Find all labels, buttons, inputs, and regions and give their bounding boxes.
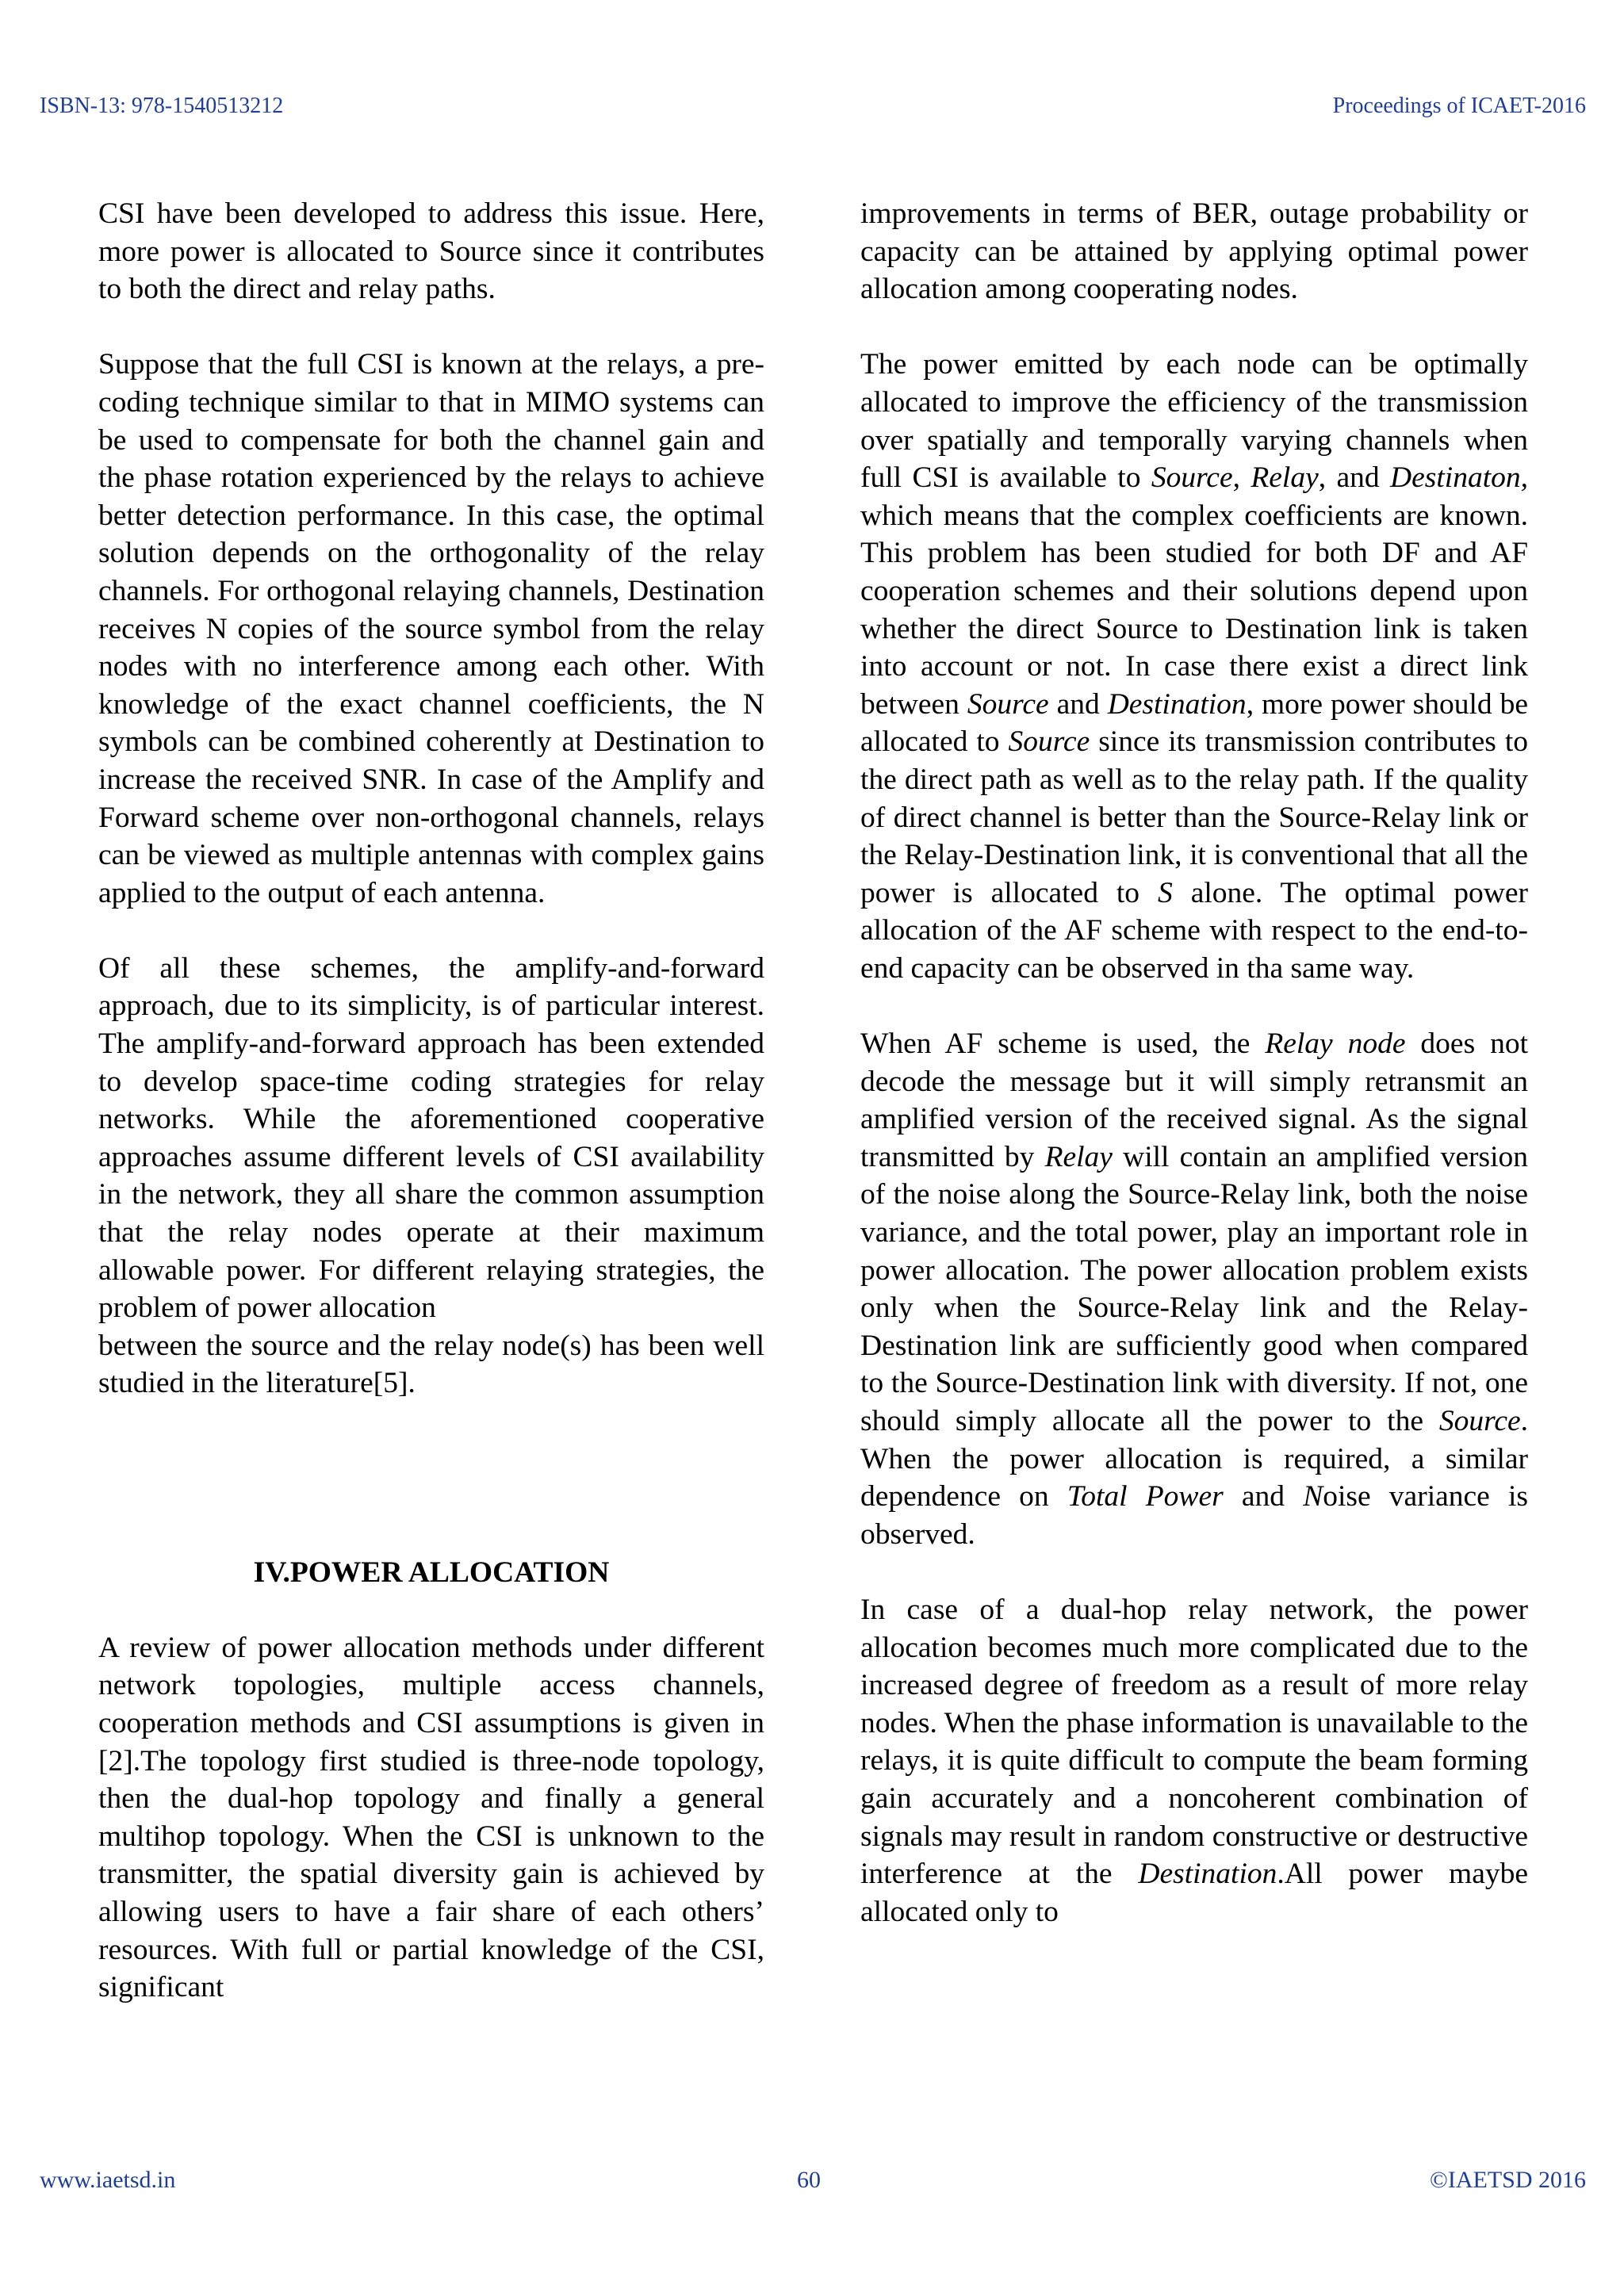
text-run: oise variance is observed. xyxy=(860,1480,1528,1551)
text-run: which means that the complex coefficients are known. This problem has been studied for both DF and AF cooperation schemes and their solutions depend upon whether the direct Source to Destination link is taken into account or not. In case there exist a direct link between xyxy=(860,499,1528,721)
copyright-label: ©IAETSD 2016 xyxy=(1430,2167,1586,2193)
right-paragraph-2 xyxy=(860,346,1528,987)
italic-term: Destination xyxy=(1138,1858,1277,1891)
page-number: 60 xyxy=(797,2167,821,2193)
italic-term: Relay xyxy=(1044,1140,1113,1173)
right-column xyxy=(860,195,1528,1969)
left-paragraph-4: between the source and the relay node(s) has been well studied in the literature[5]. xyxy=(98,1329,764,1400)
left-column xyxy=(98,195,764,2044)
left-paragraph-5: A review of power allocation methods under different network topologies, multiple access channels, cooperation methods and CSI assumptions is given in [2].The topology first studied is three-node topology, then the dual-hop topology and finally a general multihop topology. When the CSI is unknown to the transmitter, the spatial diversity gain is achieved by allowing users to have a fair share of each others’ resources. With full or partial knowledge of the CSI, significant xyxy=(98,1631,764,2004)
text-run: .All power maybe allocated only to xyxy=(860,1858,1528,1928)
italic-term: S xyxy=(1158,876,1173,909)
italic-term: Total Power xyxy=(1067,1480,1224,1513)
text-run: does not decode the message but it will simply retransmit an amplified version of the received signal. As the signal transmitted by xyxy=(860,1027,1528,1173)
left-paragraph-1: CSI have been developed to address this issue. Here, more power is allocated to Source since it contributes to both the direct and relay paths. xyxy=(98,197,764,306)
italic-term: Source xyxy=(1438,1405,1521,1437)
text-run: , and xyxy=(1318,461,1391,495)
right-paragraph-4 xyxy=(860,1591,1528,1931)
text-run: . When the power allocation is required, a similar dependence on xyxy=(860,1405,1528,1513)
section-spacer xyxy=(98,1441,764,1554)
italic-term: Source xyxy=(1008,725,1090,759)
section-heading: IV.POWER ALLOCATION xyxy=(253,1556,610,1589)
text-run: , more power should be allocated to xyxy=(860,687,1529,759)
text-run: When AF scheme is used, the xyxy=(860,1027,1266,1061)
text-run: In case of a dual-hop relay network, the power allocation becomes much more complicated due to the increased degree of freedom as a result of more relay nodes. When the phase information is unavailable to the relays, it is quite difficult to compute the beam forming gain accurately and a noncoherent combination of signals may result in random constructive or destructive interference at the xyxy=(860,1593,1528,1891)
isbn-label: ISBN-13: 978-1540513212 xyxy=(40,94,284,118)
italic-term: Relay xyxy=(1251,461,1319,495)
italic-term: N xyxy=(1303,1480,1323,1513)
text-run: The power emitted by each node can be optimally allocated to improve the efficiency of the transmission over spatially and temporally varying channels when full CSI is available to xyxy=(860,348,1528,495)
text-run: will contain an amplified version of the noise along the Source-Relay link, both the noise variance, and the total power, play an important role in power allocation. The power allocation problem exists only when the Source-Relay link and the Relay-Destination link are sufficiently good when compared to the Source-Destination link with diversity. If not, one should simply allocate all the power to the xyxy=(860,1140,1528,1437)
website-link[interactable]: www.iaetsd.in xyxy=(40,2167,176,2193)
right-paragraph-1: improvements in terms of BER, outage probability or capacity can be attained by applying optimal power allocation among cooperating nodes. xyxy=(860,197,1528,306)
left-paragraph-2: Suppose that the full CSI is known at the relays, a pre-coding technique similar to that in MIMO systems can be used to compensate for both the channel gain and the phase rotation experienced by the relays to achieve better detection performance. In this case, the optimal solution depends on the orthogonality of the relay channels. For orthogonal relaying channels, Destination receives N copies of the source symbol from the relay nodes with no interference among each other. With knowledge of the exact channel coefficients, the N symbols can be combined coherently at Destination to increase the received SNR. In case of the Amplify and Forward scheme over non-orthogonal channels, relays can be viewed as multiple antennas with complex gains applied to the output of each antenna. xyxy=(98,348,764,909)
italic-term: Relay node xyxy=(1265,1027,1406,1061)
proceedings-label: Proceedings of ICAET-2016 xyxy=(1332,94,1586,118)
italic-term: Source xyxy=(1151,461,1233,495)
text-run: and xyxy=(1223,1480,1304,1513)
text-run: since its transmission contributes to the direct path as well as to the relay path. If the quality of direct channel is better than the Source-Relay link or the Relay-Destination link, it is conventional that all the power is allocated to xyxy=(860,725,1528,909)
italic-term: Destination xyxy=(1107,687,1247,721)
text-run: alone. The optimal power allocation of the AF scheme with respect to the end-to-end capacity can be observed in tha same way. xyxy=(860,876,1528,985)
text-run: , xyxy=(1232,461,1251,495)
italic-term: Source xyxy=(967,687,1049,721)
text-run: and xyxy=(1048,687,1108,721)
italic-term: Destinaton, xyxy=(1390,461,1528,495)
left-paragraph-3: Of all these schemes, the amplify-and-forward approach, due to its simplicity, is of particular interest. The amplify-and-forward approach has been extended to develop space-time coding strategies for relay networks. While the aforementioned cooperative approaches assume different levels of CSI availability in the network, they all share the common assumption that the relay nodes operate at their maximum allowable power. For different relaying strategies, the problem of power allocation xyxy=(98,951,764,1325)
right-paragraph-3 xyxy=(860,1025,1528,1553)
